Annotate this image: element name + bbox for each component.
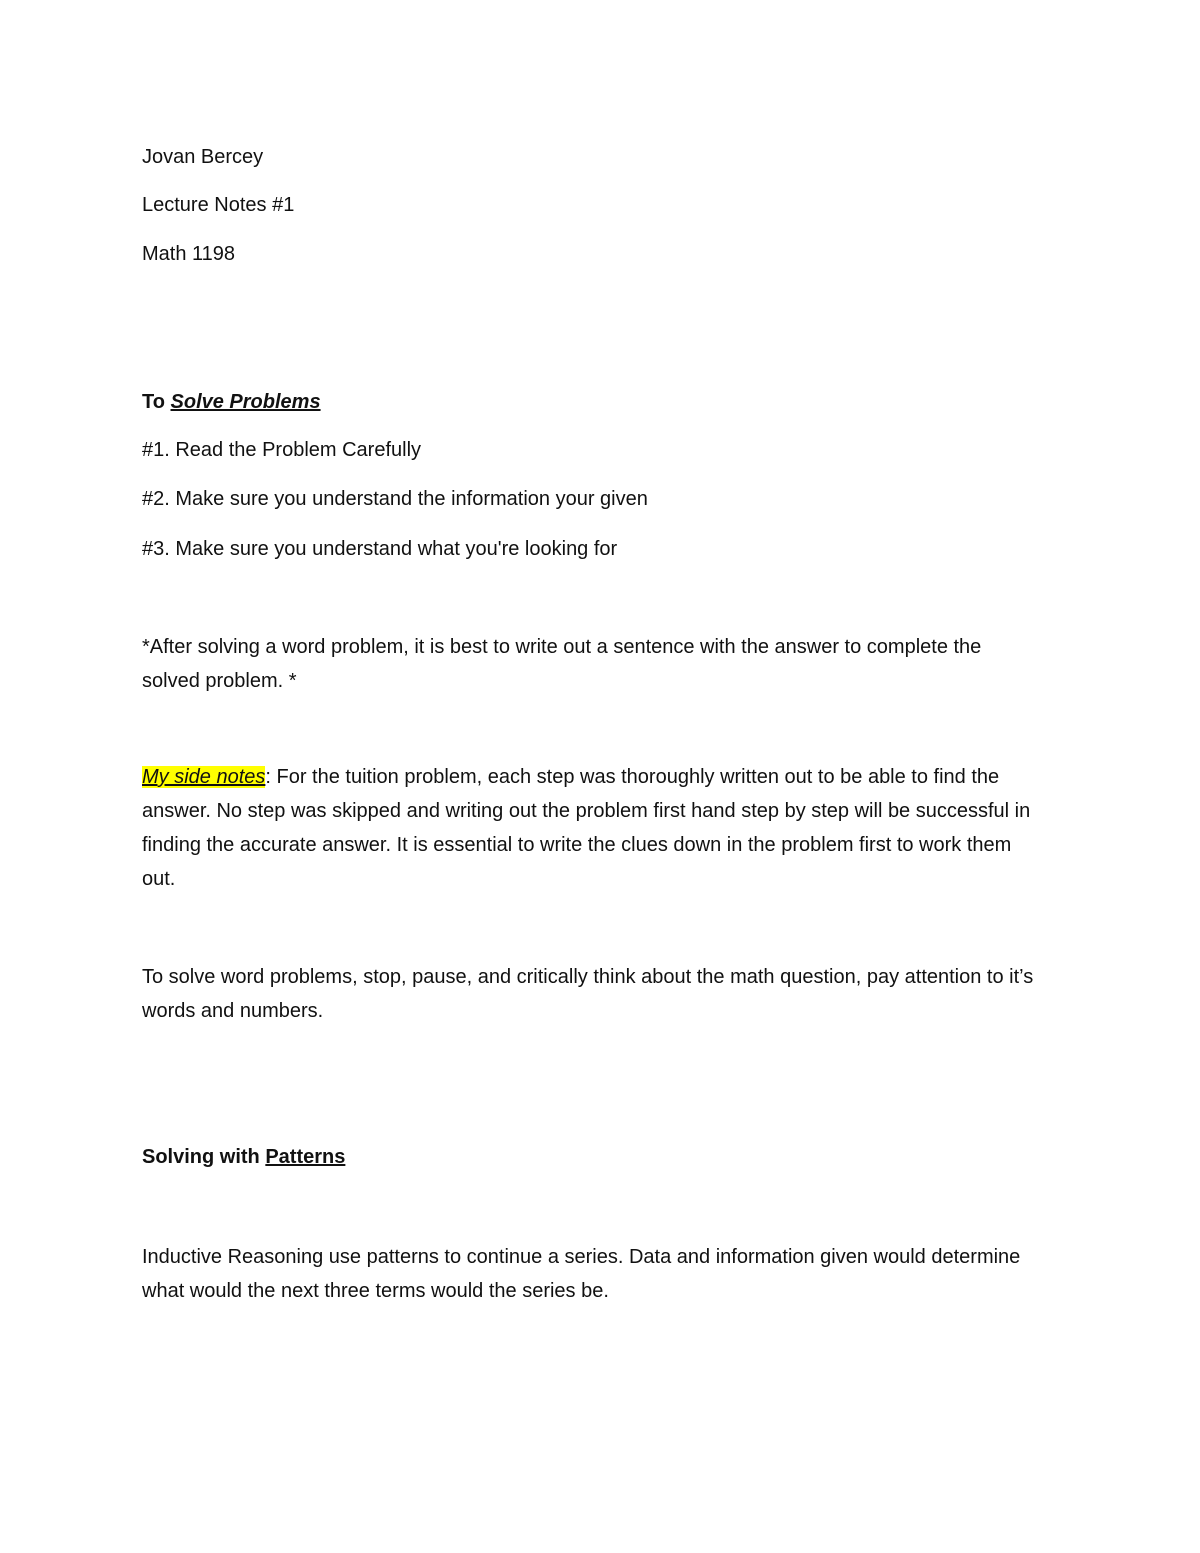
patterns-paragraph: Inductive Reasoning use patterns to continue a series. Data and information given would determine what would the next three terms would the series be. <box>142 1246 1021 1302</box>
heading-emphasis: Solve Problems <box>170 391 321 413</box>
section-heading-patterns <box>142 1140 1062 1174</box>
side-notes-text: : For the tuition problem, each step was thoroughly written out to be able to find the answer. No step was skipped and writing out the problem first hand step by step will be successful in finding the accurate answer. It is essential to write the clues down in the problem first to work them out. <box>142 766 1031 890</box>
side-notes-label: My side notes <box>142 766 266 788</box>
advice-paragraph: To solve word problems, stop, pause, and critically think about the math question, pay attention to it’s words and numbers. <box>142 966 1034 1022</box>
heading-prefix: To <box>142 391 171 413</box>
document-title: Lecture Notes #1 <box>142 194 295 216</box>
step-item-3: #3. Make sure you understand what you're looking for <box>142 538 618 560</box>
tip-paragraph: *After solving a word problem, it is best to write out a sentence with the answer to complete the solved problem. * <box>142 636 982 692</box>
section-heading-solve-problems <box>142 385 1062 419</box>
step-item-1: #1. Read the Problem Carefully <box>142 439 422 461</box>
side-notes-paragraph <box>142 760 1042 896</box>
heading-prefix: Solving with <box>142 1146 266 1168</box>
step-item-2: #2. Make sure you understand the information your given <box>142 488 648 510</box>
course-name: Math 1198 <box>142 243 236 265</box>
author-name: Jovan Bercey <box>142 146 264 168</box>
heading-emphasis: Patterns <box>265 1146 346 1168</box>
